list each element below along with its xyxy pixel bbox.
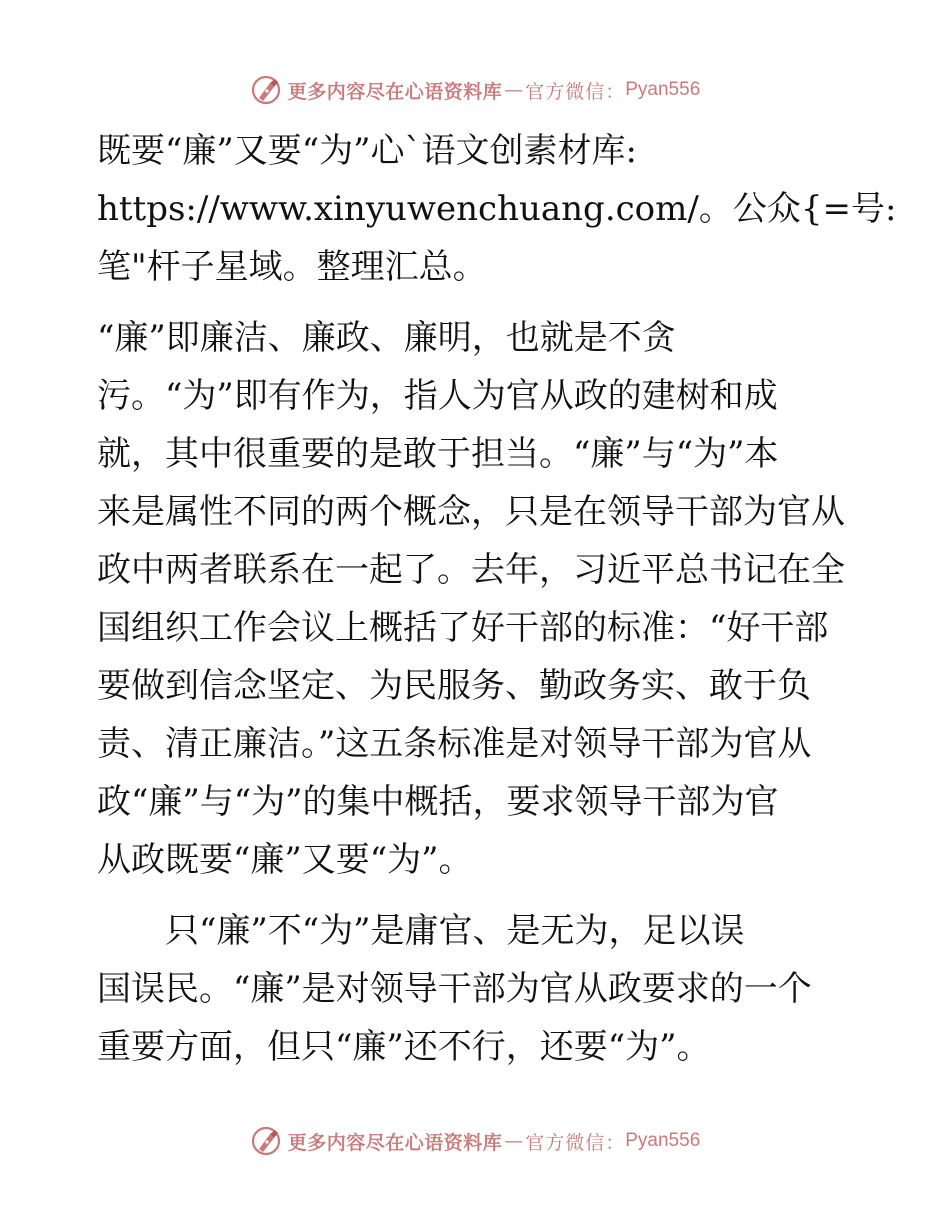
paragraph-line: 既要“廉”又要“为”心`语文创素材库: (97, 131, 637, 171)
header-banner-wechat-id: Pyan556 (625, 79, 701, 100)
paragraph-line: 笔"杆子星域。整理汇总。 (97, 247, 487, 287)
paragraph-line: 来是属性不同的两个概念，只是在领导干部为官从 (97, 492, 845, 532)
paragraph-line: 污。“为”即有作为，指人为官从政的建树和成 (97, 376, 778, 416)
paragraph-line: 政中两者联系在一起了。去年，习近平总书记在全 (97, 550, 845, 590)
header-banner-title: 更多内容尽在心语资料库 (287, 80, 503, 103)
paragraph-1 (97, 122, 897, 296)
paragraph-line: 国误民。“廉”是对领导干部为官从政要求的一个 (97, 969, 812, 1009)
pen-nib-logo-icon (250, 1125, 282, 1157)
header-banner-dash: — (504, 79, 524, 101)
paragraph-line: 重要方面，但只“廉”还不行，还要“为”。 (97, 1027, 711, 1067)
paragraph-2 (97, 309, 857, 889)
header-watermark-banner (0, 70, 950, 110)
footer-watermark-banner (0, 1121, 950, 1161)
pen-nib-logo-icon (250, 74, 282, 106)
header-banner-wechat-label: 官方微信： (525, 80, 626, 103)
paragraph-line: 要做到信念坚定、为民服务、勤政务实、敢于负 (97, 666, 811, 706)
paragraph-line: 只“廉”不“为”是庸官、是无为，足以误 (97, 911, 745, 951)
paragraph-line: 国组织工作会议上概括了好干部的标准：“好干部 (97, 608, 829, 648)
document-body (97, 122, 897, 1076)
footer-banner-dash: — (504, 1130, 524, 1152)
paragraph-3 (97, 902, 857, 1076)
footer-banner-wechat-id: Pyan556 (625, 1130, 701, 1151)
paragraph-line: 从政既要“廉”又要“为”。 (97, 840, 473, 880)
paragraph-line: 政“廉”与“为”的集中概括，要求领导干部为官 (97, 782, 779, 822)
paragraph-line-url: https://www.xinyuwenchuang.com/。公众{=号: (97, 189, 897, 229)
paragraph-line: 就，其中很重要的是敢于担当。“廉”与“为”本 (97, 434, 779, 474)
footer-banner-wechat-label: 官方微信： (525, 1131, 626, 1154)
footer-banner-title: 更多内容尽在心语资料库 (287, 1131, 503, 1154)
paragraph-line: “廉”即廉洁、廉政、廉明，也就是不贪 (97, 318, 676, 358)
paragraph-line: 责、清正廉洁。”这五条标准是对领导干部为官从 (97, 724, 812, 764)
